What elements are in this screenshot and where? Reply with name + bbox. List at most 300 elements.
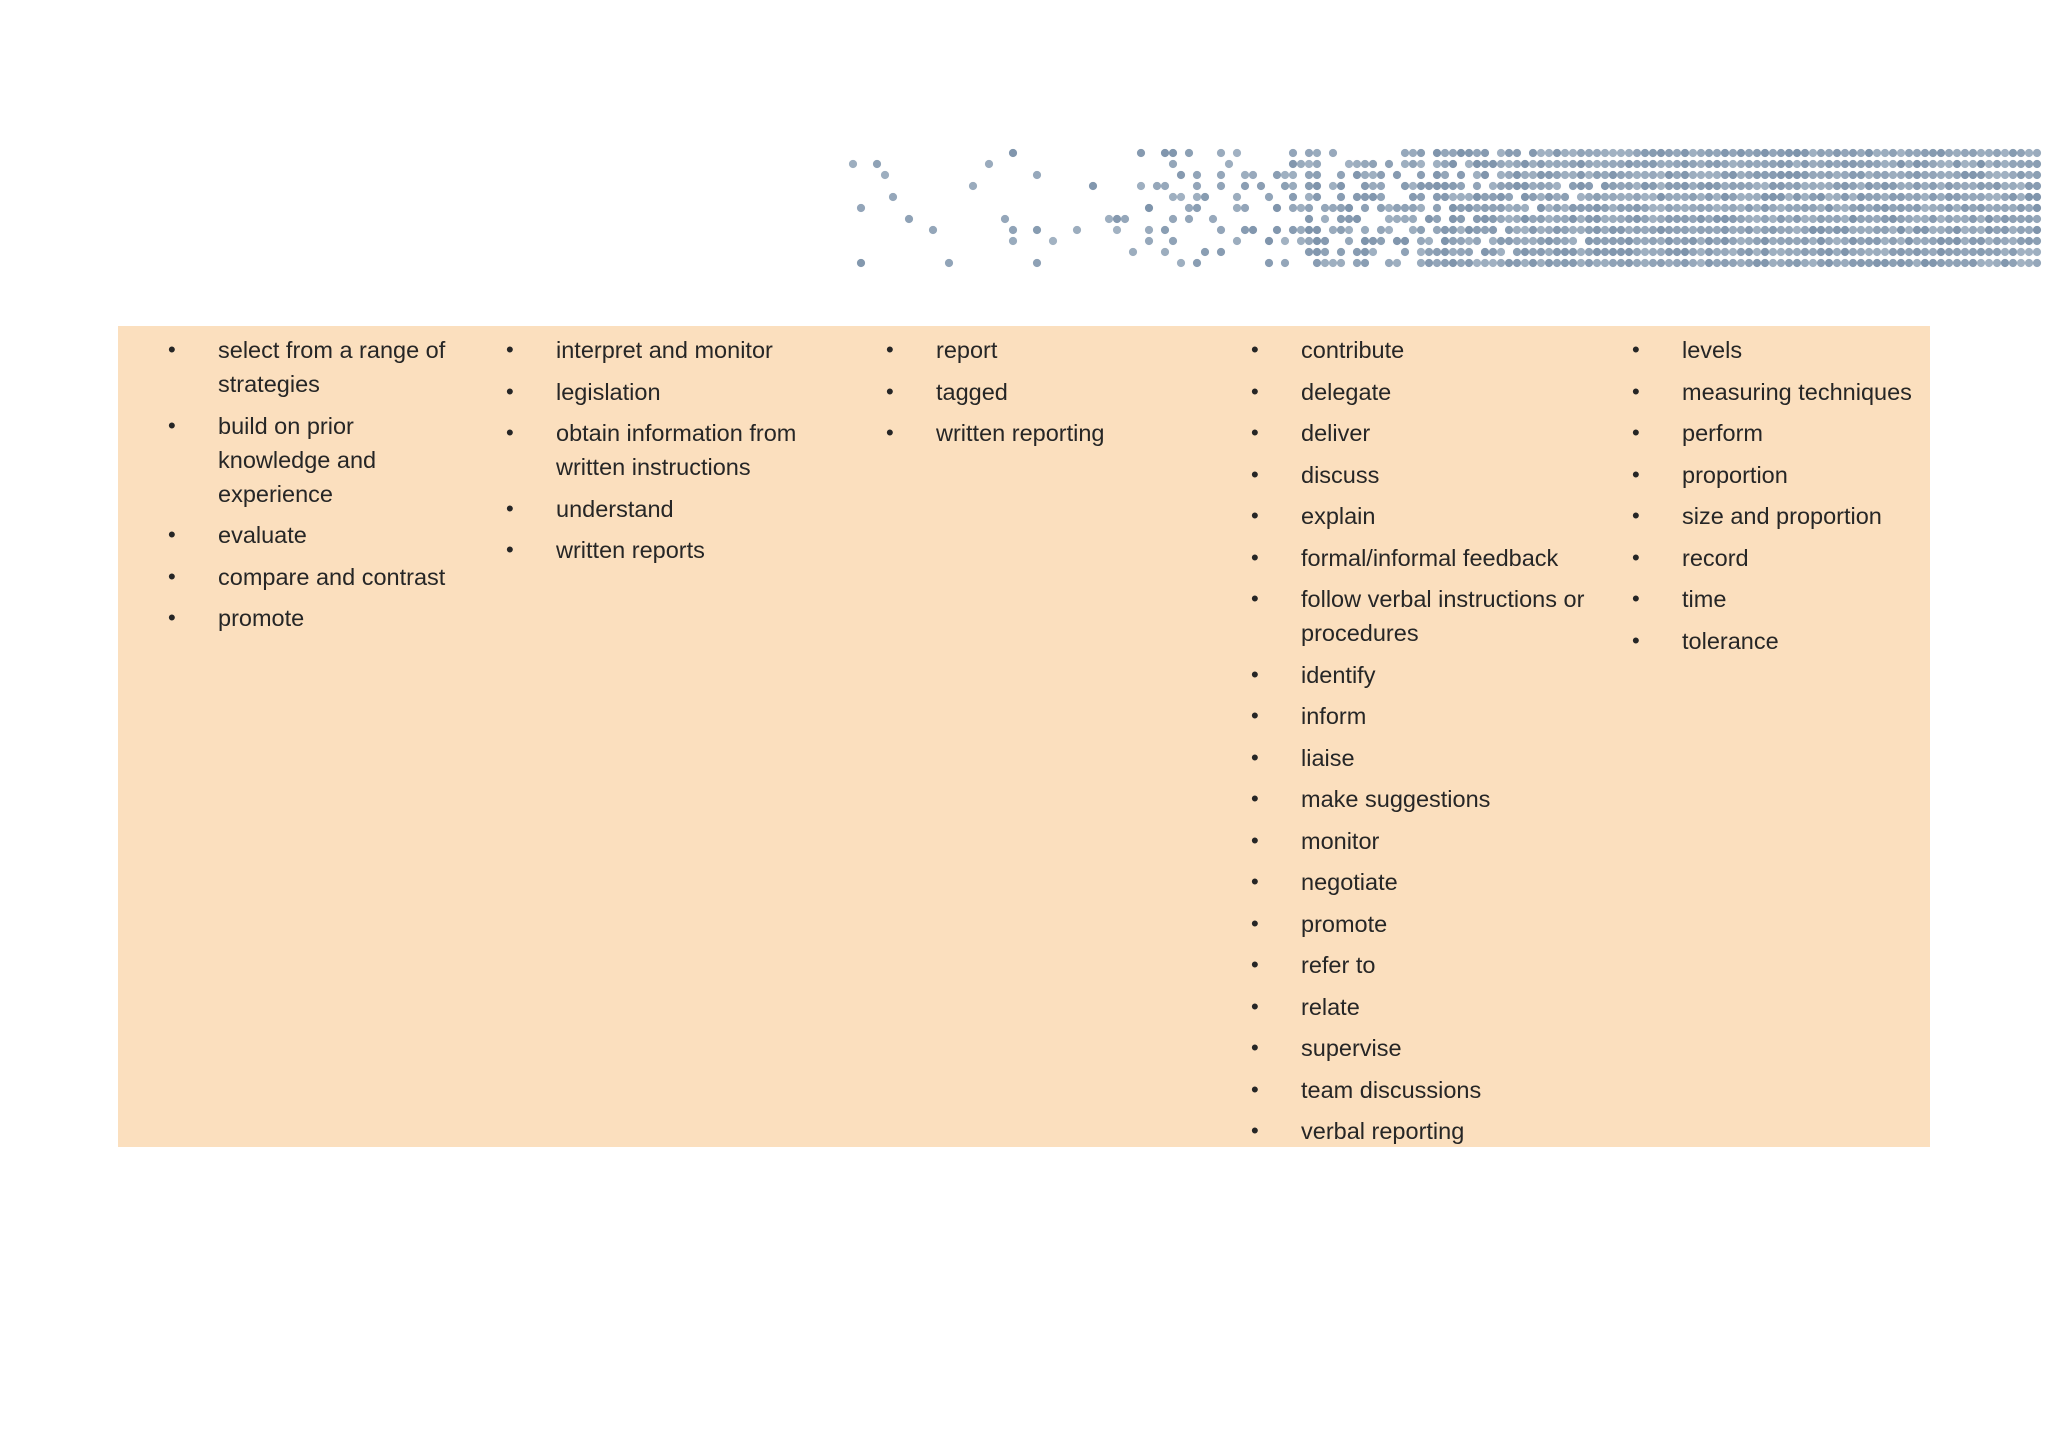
banner-dot <box>1585 193 1593 201</box>
banner-dot <box>1969 237 1977 245</box>
list-item <box>1251 416 1591 450</box>
banner-dot <box>1153 182 1161 190</box>
bullet-icon: • <box>1632 337 1640 362</box>
banner-dot <box>1897 204 1905 212</box>
banner-dot <box>1473 171 1481 179</box>
banner-dot <box>2009 215 2017 223</box>
banner-dot <box>1833 259 1841 267</box>
banner-dot <box>1809 248 1817 256</box>
banner-dot <box>1217 149 1225 157</box>
banner-dot <box>1633 226 1641 234</box>
banner-dot <box>857 204 865 212</box>
banner-dot <box>881 171 889 179</box>
banner-dot <box>1841 149 1849 157</box>
banner-dot <box>1937 237 1945 245</box>
banner-dot <box>2025 193 2033 201</box>
banner-dot <box>1785 171 1793 179</box>
banner-dot <box>1449 193 1457 201</box>
banner-dot <box>1569 204 1577 212</box>
banner-dot <box>1569 226 1577 234</box>
banner-dot <box>1745 237 1753 245</box>
banner-dot <box>1697 215 1705 223</box>
banner-dot <box>1945 226 1953 234</box>
banner-dot <box>1673 204 1681 212</box>
banner-dot <box>1457 149 1465 157</box>
banner-dot <box>1481 204 1489 212</box>
banner-dot <box>1921 215 1929 223</box>
banner-dot <box>1161 182 1169 190</box>
banner-dot <box>1785 259 1793 267</box>
list-item <box>1251 824 1591 858</box>
banner-dot <box>985 160 993 168</box>
column-5 <box>1632 333 1927 665</box>
banner-dot <box>2001 171 2009 179</box>
banner-dot <box>1161 149 1169 157</box>
banner-dot <box>1337 226 1345 234</box>
banner-dot <box>1537 149 1545 157</box>
banner-dot <box>1953 226 1961 234</box>
banner-dot <box>1657 248 1665 256</box>
banner-dot <box>1905 171 1913 179</box>
banner-dot <box>1401 204 1409 212</box>
banner-dot <box>1713 204 1721 212</box>
banner-dot <box>2017 171 2025 179</box>
banner-dot <box>1713 171 1721 179</box>
banner-dot <box>1649 215 1657 223</box>
banner-dot <box>1865 215 1873 223</box>
banner-dot <box>1601 248 1609 256</box>
banner-dot <box>1777 171 1785 179</box>
banner-dot <box>2001 204 2009 212</box>
banner-dot <box>1649 226 1657 234</box>
banner-dot <box>1705 160 1713 168</box>
banner-dot <box>1529 226 1537 234</box>
banner-dot <box>1745 248 1753 256</box>
banner-dot <box>1721 248 1729 256</box>
banner-dot <box>1833 182 1841 190</box>
banner-dot <box>1433 215 1441 223</box>
banner-dot <box>1929 259 1937 267</box>
banner-dot <box>1977 248 1985 256</box>
banner-dot <box>1993 248 2001 256</box>
banner-dot <box>1961 193 1969 201</box>
banner-dot <box>1561 237 1569 245</box>
banner-dot <box>1465 248 1473 256</box>
banner-dot <box>1289 193 1297 201</box>
banner-dot <box>1609 259 1617 267</box>
banner-dot <box>1769 215 1777 223</box>
banner-dot <box>1457 248 1465 256</box>
bullet-icon: • <box>1251 661 1259 687</box>
banner-dot <box>1201 248 1209 256</box>
banner-dot <box>1865 248 1873 256</box>
banner-dot <box>1465 259 1473 267</box>
banner-dot <box>1705 248 1713 256</box>
banner-dot <box>1905 160 1913 168</box>
banner-dot <box>1385 215 1393 223</box>
banner-dot <box>1849 237 1857 245</box>
banner-dot <box>1353 160 1361 168</box>
banner-dot <box>1953 237 1961 245</box>
list-item <box>168 560 468 594</box>
banner-dot <box>1833 204 1841 212</box>
banner-dot <box>1305 215 1313 223</box>
banner-dot <box>1945 182 1953 190</box>
banner-dot <box>1537 226 1545 234</box>
banner-dot <box>1705 182 1713 190</box>
banner-dot <box>1977 149 1985 157</box>
banner-dot <box>1729 204 1737 212</box>
banner-dot <box>1417 193 1425 201</box>
banner-dot <box>1609 149 1617 157</box>
bullet-icon: • <box>1251 744 1259 770</box>
banner-dot <box>1145 237 1153 245</box>
banner-dot <box>1441 259 1449 267</box>
banner-dot <box>1289 160 1297 168</box>
banner-dot <box>1313 226 1321 234</box>
banner-dot <box>1241 182 1249 190</box>
banner-dot <box>1889 215 1897 223</box>
banner-dot <box>1809 193 1817 201</box>
banner-dot <box>1753 171 1761 179</box>
banner-dot <box>1953 182 1961 190</box>
banner-dot <box>1337 215 1345 223</box>
banner-dot <box>1369 193 1377 201</box>
banner-dot <box>1889 259 1897 267</box>
banner-dot <box>1577 226 1585 234</box>
banner-dot <box>1729 237 1737 245</box>
list-item-text: perform <box>1682 420 1763 446</box>
column-3 <box>886 333 1196 458</box>
banner-dot <box>1657 237 1665 245</box>
banner-dot <box>1513 237 1521 245</box>
banner-dot <box>1841 259 1849 267</box>
banner-dot <box>1553 215 1561 223</box>
banner-dot <box>1969 204 1977 212</box>
banner-dot <box>1713 193 1721 201</box>
banner-dot <box>1665 149 1673 157</box>
banner-dot <box>1881 226 1889 234</box>
banner-dot <box>1521 171 1529 179</box>
banner-dot <box>1889 182 1897 190</box>
banner-dot <box>1657 182 1665 190</box>
banner-dot <box>1449 248 1457 256</box>
banner-dot <box>1809 204 1817 212</box>
banner-dot <box>1345 226 1353 234</box>
banner-dot <box>1601 171 1609 179</box>
banner-dot <box>1193 204 1201 212</box>
banner-dot <box>1585 237 1593 245</box>
banner-dot <box>1457 204 1465 212</box>
banner-dot <box>1689 226 1697 234</box>
banner-dot <box>1625 160 1633 168</box>
banner-dot <box>1457 182 1465 190</box>
banner-dot <box>1849 171 1857 179</box>
banner-dot <box>1521 160 1529 168</box>
banner-dot <box>1937 248 1945 256</box>
banner-dot <box>1585 248 1593 256</box>
banner-dot <box>1961 171 1969 179</box>
banner-dot <box>1625 248 1633 256</box>
banner-dot <box>1977 193 1985 201</box>
banner-dot <box>1553 182 1561 190</box>
banner-dot <box>1913 204 1921 212</box>
banner-dot <box>1961 149 1969 157</box>
banner-dot <box>1433 204 1441 212</box>
banner-dot <box>1217 226 1225 234</box>
banner-dot <box>1729 182 1737 190</box>
bullet-icon: • <box>1251 420 1259 445</box>
banner-dot <box>1617 204 1625 212</box>
banner-dot <box>1897 248 1905 256</box>
banner-dot <box>1865 193 1873 201</box>
banner-dot <box>1993 204 2001 212</box>
list-item <box>506 416 856 484</box>
banner-dot <box>1377 226 1385 234</box>
banner-dot <box>1257 182 1265 190</box>
banner-dot <box>1305 237 1313 245</box>
list-item <box>168 333 468 401</box>
banner-dot <box>1393 215 1401 223</box>
banner-dot <box>1249 171 1257 179</box>
banner-dot <box>1793 149 1801 157</box>
banner-dot <box>1849 193 1857 201</box>
banner-dot <box>1769 182 1777 190</box>
keyword-list <box>1251 333 1591 1148</box>
banner-dot <box>1881 215 1889 223</box>
banner-dot <box>1873 226 1881 234</box>
banner-dot <box>2009 171 2017 179</box>
banner-dot <box>1873 149 1881 157</box>
banner-dot <box>1313 171 1321 179</box>
banner-dot <box>1321 204 1329 212</box>
banner-dot <box>2033 259 2041 267</box>
banner-dot <box>1833 248 1841 256</box>
banner-dot <box>1889 248 1897 256</box>
banner-dot <box>1441 248 1449 256</box>
banner-dot <box>1465 204 1473 212</box>
banner-dot <box>1113 215 1121 223</box>
banner-dot <box>1729 149 1737 157</box>
list-item <box>1251 699 1591 733</box>
banner-dot <box>1617 237 1625 245</box>
banner-dot <box>1569 248 1577 256</box>
banner-dot <box>2025 171 2033 179</box>
banner-dot <box>1521 182 1529 190</box>
list-item-text: deliver <box>1301 420 1371 446</box>
banner-dot <box>1713 182 1721 190</box>
banner-dot <box>1857 160 1865 168</box>
bullet-icon: • <box>1251 952 1259 977</box>
banner-dot <box>1641 193 1649 201</box>
banner-dot <box>1169 160 1177 168</box>
banner-dot <box>1385 160 1393 168</box>
banner-dot <box>1521 259 1529 267</box>
banner-dot <box>1713 226 1721 234</box>
list-item-text: negotiate <box>1301 869 1398 895</box>
banner-dot <box>1753 215 1761 223</box>
banner-dot <box>1721 237 1729 245</box>
banner-dot <box>1745 226 1753 234</box>
banner-dot <box>1761 226 1769 234</box>
banner-dot <box>1657 259 1665 267</box>
banner-dot <box>1169 237 1177 245</box>
banner-dot <box>1417 237 1425 245</box>
banner-dot <box>1505 259 1513 267</box>
banner-dot <box>2025 160 2033 168</box>
banner-dot <box>1177 259 1185 267</box>
banner-dot <box>1953 149 1961 157</box>
banner-dot <box>1841 160 1849 168</box>
bullet-icon: • <box>1251 910 1259 936</box>
banner-dot <box>1313 182 1321 190</box>
list-item-text: tagged <box>936 378 1008 405</box>
banner-dot <box>2017 215 2025 223</box>
banner-dot <box>1817 237 1825 245</box>
banner-dot <box>1953 204 1961 212</box>
banner-dot <box>1753 204 1761 212</box>
banner-dot <box>1273 204 1281 212</box>
banner-dot <box>1873 160 1881 168</box>
banner-dot <box>1337 259 1345 267</box>
list-item-text: levels <box>1682 337 1743 363</box>
banner-dot <box>1993 226 2001 234</box>
bullet-icon: • <box>168 412 176 438</box>
banner-dot <box>1033 171 1041 179</box>
banner-dot <box>1281 171 1289 179</box>
bullet-icon: • <box>506 537 514 562</box>
list-item-text: refer to <box>1301 952 1376 978</box>
banner-dot <box>1073 226 1081 234</box>
banner-dot <box>1945 193 1953 201</box>
banner-dot <box>1433 149 1441 157</box>
banner-dot <box>1873 171 1881 179</box>
list-item-text: select from a range of strategies <box>218 337 446 397</box>
banner-dot <box>1785 182 1793 190</box>
banner-dot <box>1937 193 1945 201</box>
banner-dot <box>1649 204 1657 212</box>
banner-dot <box>1761 193 1769 201</box>
banner-dot <box>1377 182 1385 190</box>
banner-dot <box>1601 182 1609 190</box>
banner-dot <box>1913 237 1921 245</box>
banner-dot <box>1961 237 1969 245</box>
banner-dot <box>2033 215 2041 223</box>
banner-dot <box>1433 171 1441 179</box>
banner-dot <box>1721 204 1729 212</box>
banner-dot <box>857 259 865 267</box>
banner-dot <box>1681 193 1689 201</box>
banner-dot <box>1529 171 1537 179</box>
banner-dot <box>1049 237 1057 245</box>
banner-dot <box>2033 171 2041 179</box>
banner-dot <box>1561 193 1569 201</box>
banner-dot <box>1161 226 1169 234</box>
list-item <box>1632 458 1927 492</box>
banner-dot <box>1561 248 1569 256</box>
banner-dot <box>929 226 937 234</box>
banner-dot <box>1697 248 1705 256</box>
list-item-text: liaise <box>1301 744 1355 771</box>
banner-dot <box>1417 204 1425 212</box>
banner-dot <box>1689 259 1697 267</box>
banner-dot <box>1841 204 1849 212</box>
banner-dot <box>1569 215 1577 223</box>
banner-dot <box>2017 182 2025 190</box>
bullet-icon: • <box>1251 703 1259 728</box>
banner-dot <box>1569 259 1577 267</box>
banner-dot <box>1193 182 1201 190</box>
list-item-text: make suggestions <box>1301 786 1491 812</box>
banner-dot <box>1785 226 1793 234</box>
banner-dot <box>1281 182 1289 190</box>
banner-dot <box>2001 237 2009 245</box>
banner-dot <box>1793 237 1801 245</box>
banner-dot <box>1305 149 1313 157</box>
banner-dot <box>1913 193 1921 201</box>
list-item-text: report <box>936 337 998 363</box>
list-item <box>1251 1031 1591 1065</box>
banner-dot <box>1497 171 1505 179</box>
banner-dot <box>1545 193 1553 201</box>
banner-dot <box>1321 259 1329 267</box>
banner-dot <box>1953 248 1961 256</box>
banner-dot <box>1897 149 1905 157</box>
bullet-icon: • <box>1251 1035 1259 1060</box>
banner-dot <box>1417 149 1425 157</box>
banner-dot <box>1385 226 1393 234</box>
banner-dot <box>1761 259 1769 267</box>
banner-dot <box>1585 182 1593 190</box>
banner-dot <box>1577 182 1585 190</box>
banner-dot <box>1993 149 2001 157</box>
banner-dot <box>1609 215 1617 223</box>
banner-dot <box>1577 259 1585 267</box>
banner-dot <box>1673 237 1681 245</box>
banner-dot <box>1737 248 1745 256</box>
banner-dot <box>1801 171 1809 179</box>
banner-dot <box>1617 215 1625 223</box>
banner-dot <box>1929 160 1937 168</box>
banner-dot <box>1817 226 1825 234</box>
banner-dot <box>1313 237 1321 245</box>
banner-dot <box>1241 204 1249 212</box>
banner-dot <box>1321 237 1329 245</box>
banner-dot <box>1689 248 1697 256</box>
banner-dot <box>1449 149 1457 157</box>
banner-dot <box>1649 160 1657 168</box>
banner-dot <box>1321 248 1329 256</box>
banner-dot <box>1553 149 1561 157</box>
banner-dot <box>1169 193 1177 201</box>
banner-dot <box>1937 226 1945 234</box>
banner-dot <box>1785 149 1793 157</box>
banner-dot <box>1425 259 1433 267</box>
banner-dot <box>1881 160 1889 168</box>
banner-dot <box>1745 204 1753 212</box>
banner-dot <box>1569 149 1577 157</box>
list-item <box>1251 499 1591 533</box>
banner-dot <box>1601 204 1609 212</box>
banner-dot <box>1089 182 1097 190</box>
bullet-icon: • <box>1251 586 1259 611</box>
banner-dot <box>1033 259 1041 267</box>
bullet-icon: • <box>506 378 514 404</box>
banner-dot <box>1905 237 1913 245</box>
banner-dot <box>1009 237 1017 245</box>
banner-dot <box>2009 204 2017 212</box>
banner-dot <box>1857 193 1865 201</box>
